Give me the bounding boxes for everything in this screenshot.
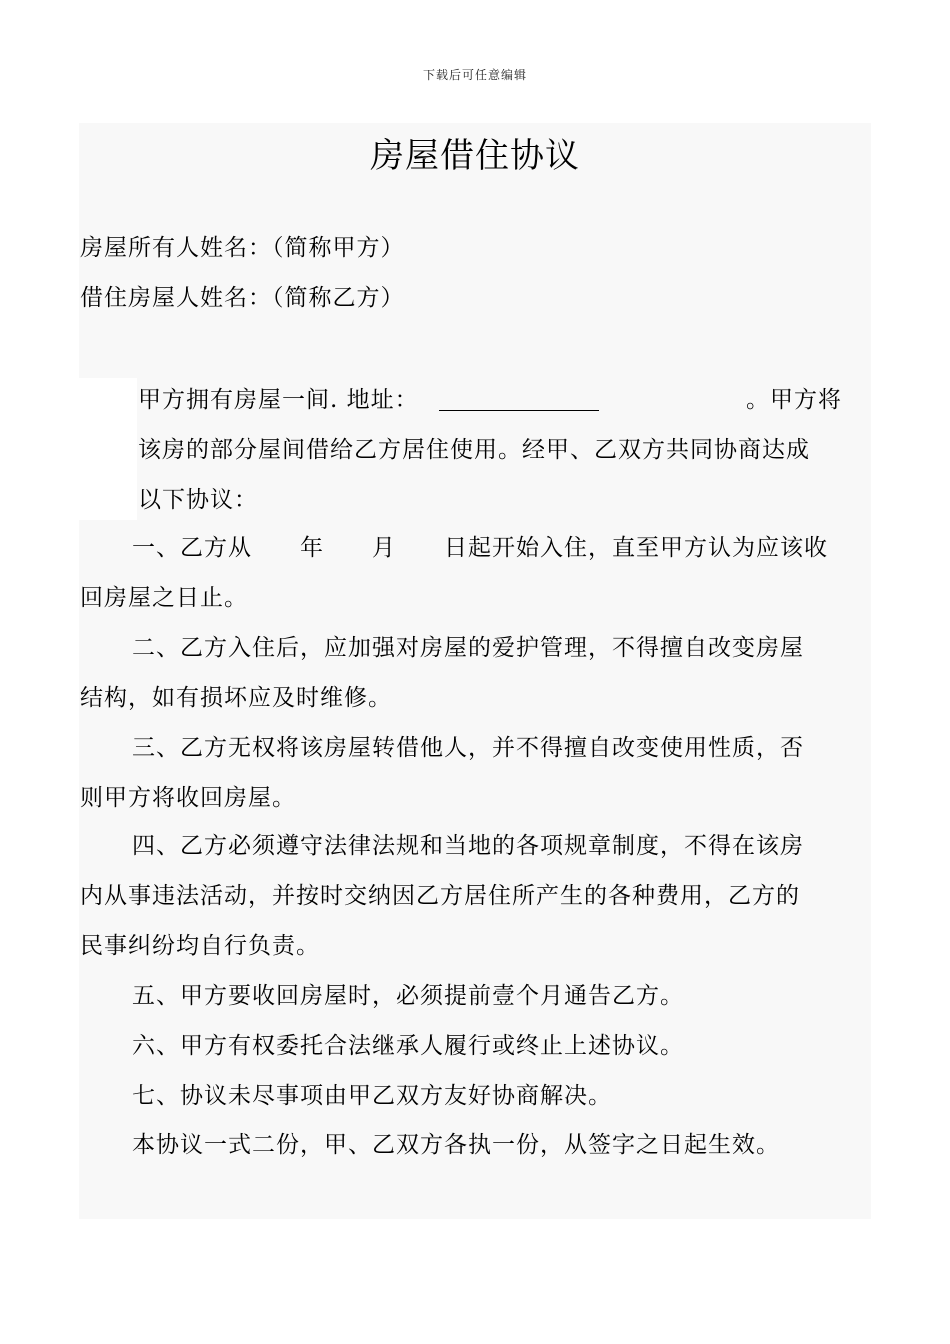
address-blank-underline <box>439 410 599 411</box>
intro-line-2: 该房的部分屋间借给乙方居住使用。经甲、乙双方共同协商达成 <box>138 437 810 463</box>
intro-line-1: 甲方拥有房屋一间. 地址： <box>138 387 419 413</box>
indent-white-block <box>79 378 137 520</box>
intro-line-1-end: 。甲方将 <box>746 387 842 413</box>
clause-3-line-2: 则甲方将收回房屋。 <box>80 785 296 811</box>
document-title: 房屋借住协议 <box>370 136 580 176</box>
clause-2-line-2: 结构，如有损坏应及时维修。 <box>80 685 392 711</box>
clause-5: 五、甲方要收回房屋时，必须提前壹个月通告乙方。 <box>132 983 684 1009</box>
owner-name-line: 房屋所有人姓名：（简称甲方） <box>80 235 405 261</box>
clause-7: 七、协议未尽事项由甲乙双方友好协商解决。 <box>132 1083 612 1109</box>
clause-1-line-2: 回房屋之日止。 <box>80 585 248 611</box>
closing-statement: 本协议一式二份，甲、乙双方各执一份，从签字之日起生效。 <box>132 1132 780 1158</box>
clause-6: 六、甲方有权委托合法继承人履行或终止上述协议。 <box>132 1033 684 1059</box>
clause-4-line-1: 四、乙方必须遵守法律法规和当地的各项规章制度，不得在该房 <box>132 833 804 859</box>
clause-2-line-1: 二、乙方入住后，应加强对房屋的爱护管理，不得擅自改变房屋 <box>132 635 804 661</box>
clause-4-line-3: 民事纠纷均自行负责。 <box>80 933 320 959</box>
clause-4-line-2: 内从事违法活动，并按时交纳因乙方居住所产生的各种费用，乙方的 <box>80 883 800 909</box>
clause-3-line-1: 三、乙方无权将该房屋转借他人，并不得擅自改变使用性质，否 <box>132 735 804 761</box>
header-note: 下载后可任意编辑 <box>422 68 527 82</box>
clause-1-line-1: 一、乙方从 年 月 日起开始入住，直至甲方认为应该收 <box>132 535 828 561</box>
borrower-name-line: 借住房屋人姓名：（简称乙方） <box>80 285 405 311</box>
intro-line-3: 以下协议： <box>138 487 258 513</box>
